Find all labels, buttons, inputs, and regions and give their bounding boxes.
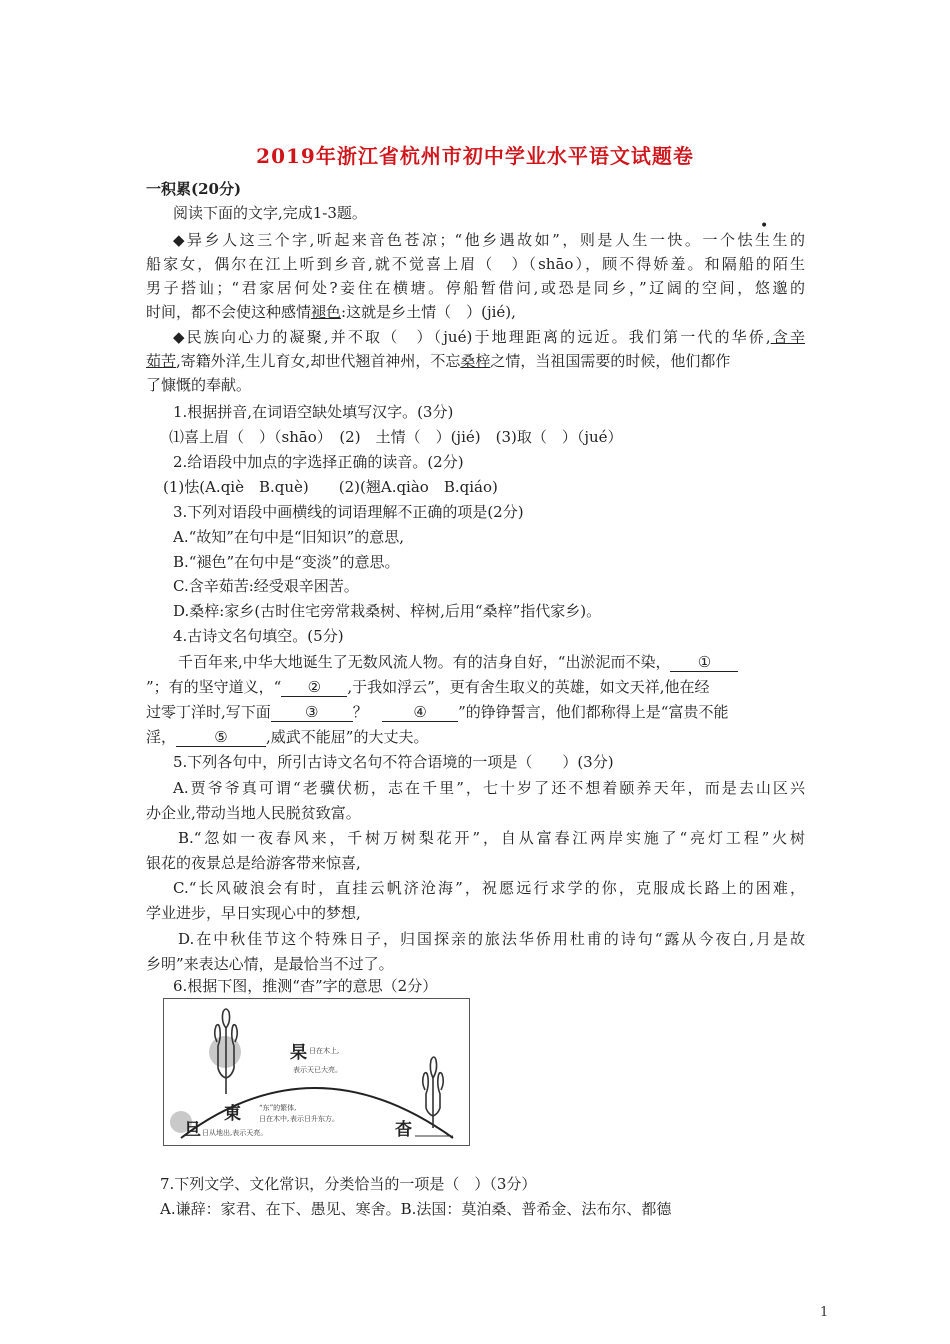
underlined-word: 茹苦 — [146, 352, 177, 370]
passage-text: ◆民族向心力的凝聚,并不取（ ）（jué)于地理距离的远近。我们第一代的华侨, — [173, 328, 771, 346]
question-6: 6.根据下图，推测“杳”字的意思（2分） — [173, 977, 438, 995]
char-dong: 東 — [224, 1104, 241, 1124]
page-title: 2019年浙江省杭州市初中学业水平语文试题卷 — [256, 144, 694, 168]
gao-note-2: 表示天已大亮。 — [293, 1066, 342, 1074]
question-2-items: (1)怯(A.qiè B.què) (2)(翘A.qiào B.qiáo) — [163, 478, 498, 496]
question-1: 1.根据拼音,在词语空缺处填写汉字。(3分) — [173, 403, 454, 421]
passage-text: 千百年来,中华大地诞生了无数风流人物。有的洁身自好，“出淤泥而不染， — [178, 653, 671, 671]
passage-text: ,于我如浮云”，更有舍生取义的英雄，如文天祥,他在经 — [347, 678, 710, 696]
option-a: A.贾爷爷真可谓“老骥伏枥，志在千里”，七十岁了还不想着颐养天年，而是去山区兴 — [173, 779, 805, 797]
dong-note-2: 日在木中, — [259, 1115, 290, 1123]
question-3: 3.下列对语段中画横线的词语理解不正确的项是(2分) — [173, 503, 524, 521]
question-4-line — [146, 676, 710, 698]
dong-note-1: “东”的繁体, — [259, 1104, 297, 1112]
passage-text: 过零丁洋时,写下面 — [146, 703, 271, 721]
option-d: D.桑梓:家乡(古时住宅旁常栽桑树、梓树,后用“桑梓”指代家乡)。 — [173, 602, 602, 620]
fill-blank-1[interactable]: ① — [670, 654, 738, 672]
passage-text: 之情，当祖国需要的时候，他们都作 — [490, 352, 731, 370]
question-4-line — [178, 651, 738, 673]
passage-line: 男子搭讪；“君家居何处?妾住在横塘。停船暂借问,或恐是同乡，”辽阔的空间，悠邈的 — [146, 279, 805, 297]
option-c: C.“长风破浪会有时，直挂云帆济沧海”，祝愿远行求学的你，克服成长路上的困难， — [173, 879, 805, 897]
question-1-items: ⑴喜上眉（ ）（shāo） (2) 土情（ ）(jié) (3)取（ ）（jué） — [169, 428, 623, 446]
fill-blank-5[interactable]: ⑤ — [176, 729, 266, 747]
underlined-word: 含辛 — [770, 328, 805, 346]
passage-line: ◆异乡人这三个字,听起来音色苍凉；“他乡遇故如”，则是人生一快。一个怯生生的 — [173, 231, 805, 249]
passage-text: ”；有的坚守道义，“ — [146, 678, 282, 696]
passage-line — [173, 326, 805, 348]
underlined-word: 褪色 — [311, 303, 342, 321]
option-a-cont: 办企业,带动当地人民脱贫致富。 — [146, 804, 361, 822]
option-c-cont: 学业进步，早日实现心中的梦想, — [146, 904, 361, 922]
emphasis-dot: • — [760, 218, 769, 234]
passage-text: ？ — [352, 703, 368, 721]
question-5: 5.下列各句中，所引古诗文名句不符合语境的一项是（ ）(3分) — [173, 753, 614, 771]
passage-line: 了慷慨的奉献。 — [146, 376, 252, 394]
question-7: 7.下列文学、文化常识，分类恰当的一项是（ ）（3分） — [160, 1175, 537, 1193]
page-number: 1 — [820, 1305, 829, 1320]
question-4-line — [146, 726, 428, 748]
passage-text: 淫， — [146, 728, 177, 746]
passage-text: :这就是乡土情（ ）(jié), — [341, 303, 516, 321]
question-2: 2.给语段中加点的字选择正确的读音。(2分) — [173, 453, 464, 471]
passage-line — [146, 350, 805, 372]
option-b-cont: 银花的夜景总是给游客带来惊喜, — [146, 854, 361, 872]
option-a: A.“故知”在句中是“旧知识”的意思, — [173, 528, 405, 546]
option-d: D.在中秋佳节这个特殊日子，归国探亲的旅法华侨用杜甫的诗句“露从今夜白,月是故 — [178, 930, 805, 948]
fill-blank-2[interactable]: ② — [281, 679, 347, 697]
reading-intro: 阅读下面的文字,完成1-3题。 — [173, 204, 367, 222]
passage-line — [146, 301, 516, 323]
dan-note: 日从地出,表示天亮。 — [202, 1129, 268, 1137]
passage-text: ,威武不能屈”的大丈夫。 — [266, 728, 429, 746]
passage-text: 时间，都不会使这种感情 — [146, 303, 312, 321]
section-heading: 一积累(20分) — [146, 180, 242, 198]
character-evolution-figure — [163, 998, 470, 1146]
gao-note-1: 日在木上, — [309, 1047, 340, 1055]
fill-blank-4[interactable]: ④ — [382, 704, 458, 722]
passage-line: 船家女，偶尔在江上听到乡音,就不觉喜上眉（ ）（shāo），顾不得娇羞。和隔船的陌生 — [146, 255, 805, 273]
question-4: 4.古诗文名句填空。(5分) — [173, 627, 344, 645]
option-d-cont: 乡明”来表达心情，是最恰当不过了。 — [146, 955, 394, 973]
option-c: C.含辛茹苦:经受艰辛困苦。 — [173, 577, 359, 595]
question-4-line — [146, 701, 728, 723]
char-gao: 杲 — [290, 1043, 307, 1063]
question-7-options: A.谦辞：家君、在下、愚见、寒舍。B.法国：莫泊桑、普希金、法布尔、都德 — [160, 1200, 672, 1218]
underlined-word: 桑梓 — [460, 352, 491, 370]
option-b: B.“褪色”在句中是“变淡”的意思。 — [173, 553, 400, 571]
option-b: B.“忽如一夜春风来，千树万树梨花开”，自从富春江两岸实施了“亮灯工程”火树 — [178, 829, 805, 847]
char-dan: 旦 — [184, 1120, 201, 1140]
passage-text: ”的铮铮誓言，他们都称得上是“富贵不能 — [458, 703, 729, 721]
dong-note-3: 表示日升东方。 — [290, 1115, 339, 1123]
fill-blank-3[interactable]: ③ — [271, 704, 353, 722]
char-yao: 杳 — [395, 1120, 412, 1140]
passage-text: ,寄籍外洋,生儿育女,却世代翘首神州，不忘 — [176, 352, 461, 370]
